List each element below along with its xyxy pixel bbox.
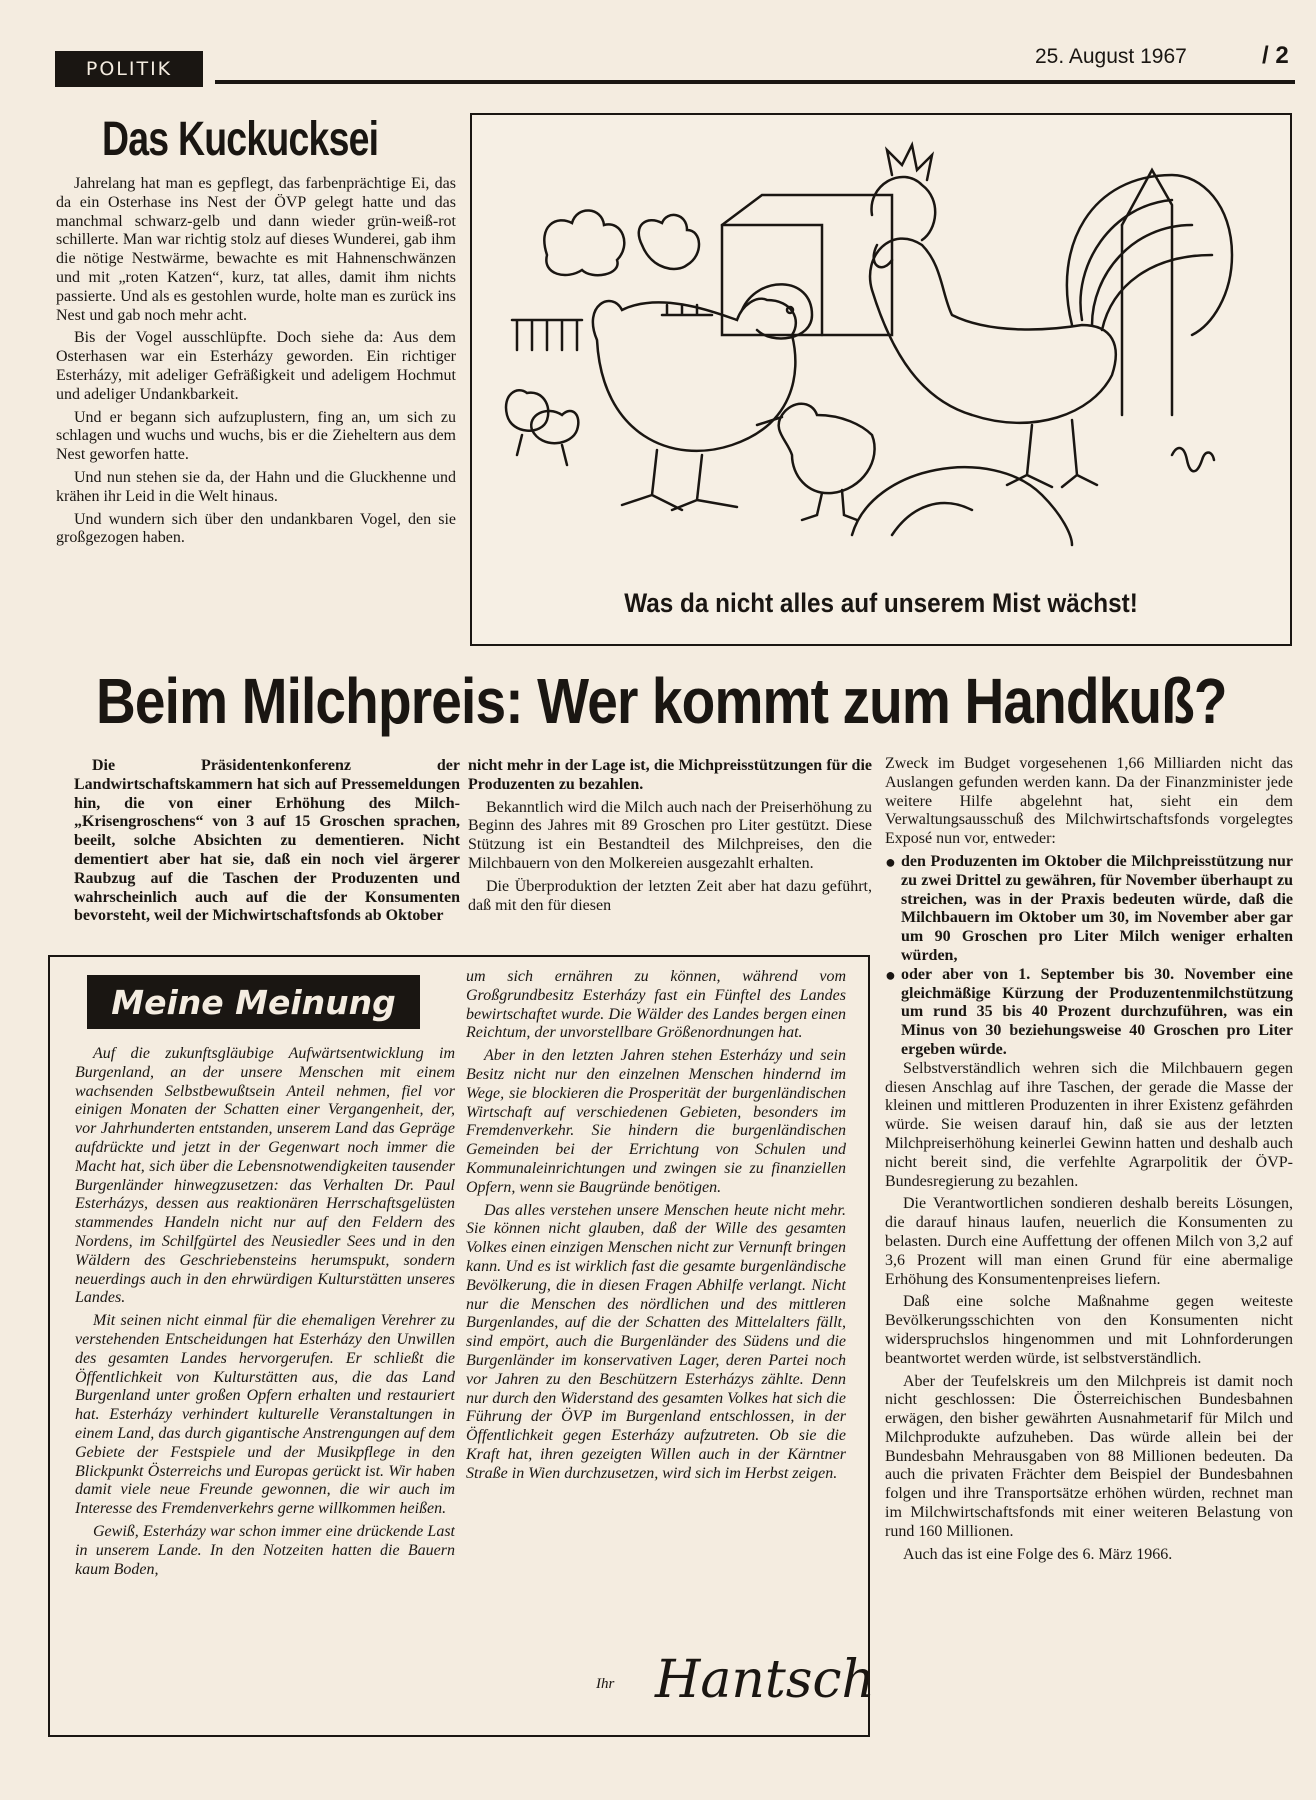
list-item xyxy=(885,853,1293,966)
opinion-title: Meine Meinung xyxy=(87,975,420,1029)
paragraph: Mit seinen nicht einmal für die ehemaligen Verehrer zu verstehenden Entscheidungen hat Esterházy den Unwillen des gesamten Landes hervorgerufen. Er schließt die Öffentlichkeit von Kulturstätten aus, die das Land Burgenland unter großen Opfern erhalten und restauriert hat. Esterházy verhindert kulturelle Veranstaltungen in einem Land, das durch gigantische Anstrengungen auf dem Gebiete der Festspiele und der Musikpflege in den Blickpunkt Österreichs und Europas gerückt ist. Wir haben damit viele neue Freunde gewonnen, die wir auch im Interesse des Fremdenverkehrs gerne willkommen heißen. xyxy=(75,1312,455,1518)
story-body-kuckucksei xyxy=(56,175,456,655)
paragraph: Zweck im Budget vorgesehenen 1,66 Milliarden nicht das Auslangen gefunden werden kann. Da der Finanzminister jede weitere Hilfe abgelehnt hat, sieht ein dem Verwaltungsausschuß des Milchwirtschaftsfonds vorgelegtes Exposé nun vor, entweder: xyxy=(885,755,1293,848)
milchpreis-column-3 xyxy=(885,755,1293,1795)
paragraph: Und wundern sich über den undankbaren Vogel, den sie großgezogen haben. xyxy=(56,510,456,547)
paragraph: Selbstverständlich wehren sich die Milchbauern gegen diesen Anschlag auf ihre Taschen, der gerade die Masse der kleinen und mittleren Produzenten in ihrer Existenz gefährden würde. Sie weisen darauf hin, daß sie aus der letzten Milchpreiserhöhung keinerlei Gewinn hatten und deshalb auch nicht bereit sind, die verfehlte Agrarpolitik der ÖVP-Bundesregierung zu bezahlen. xyxy=(885,1059,1293,1190)
section-tag: POLITIK xyxy=(55,51,203,87)
paragraph: Und nun stehen sie da, der Hahn und die Gluckhenne und krähen ihr Leid in die Welt hinaus. xyxy=(56,468,456,505)
list-item-text: oder aber von 1. September bis 30. November eine gleichmäßige Kürzung der Produzentenmilchstützung um rund 35 bis 40 Prozent durchzuführen, was ein Minus von 30 beziehungsweise 40 Groschen pro Liter ergeben würde. xyxy=(901,965,1293,1058)
list-item-text: den Produzenten im Oktober die Milchpreisstützung nur zu zwei Drittel zu gewähren, für November überhaupt zu streichen, was in der Praxis bedeuten würde, daß die Milchbauern im Oktober um 30, im November aber gar um 90 Groschen pro Liter Milch weniger erhalten würden, xyxy=(901,852,1293,964)
opinion-signature: Hantsch xyxy=(655,1650,876,1710)
issue-date: 25. August 1967 xyxy=(1035,45,1187,68)
story-title-kuckucksei: Das Kuckucksei xyxy=(102,113,379,166)
cartoon-frame xyxy=(470,113,1292,646)
milchpreis-column-2 xyxy=(468,757,872,947)
lead-paragraph: nicht mehr in der Lage ist, die Michpreisstützungen für die Produzenten zu bezahlen. xyxy=(468,757,872,793)
lead-paragraph: Die Präsidentenkonferenz der Landwirtschaftskammern hat sich auf Pressemeldungen hin, die von einer Erhöhung des Milch-„Krisengroschens“ von 3 auf 15 Groschen sprachen, beeilt, solche Absichten zu dementieren. Nicht dementiert aber hat sie, daß ein noch viel ärgerer Raubzug auf die Taschen der Produzenten und wahrscheinlich auch auf die der Konsumenten bevorsteht, weil der Michwirtschaftsfonds ab Oktober xyxy=(74,757,460,925)
page-number: / 2 xyxy=(1262,42,1289,69)
paragraph: Auf die zukunftsgläubige Aufwärtsentwicklung im Burgenland, an der unsere Menschen mit einem wachsenden Selbstbewußtsein Anteil nehmen, fiel vor einigen Monaten der Schatten einer Vergangenheit, der, vor Jahrhunderten entstanden, unserem Land das Gepräge aufdrückte und jetzt in der Gegenwart noch immer die Macht hat, sich über die Lebensnotwendigkeiten tausender Burgenländer hinwegzusetzen: das Verhalten Dr. Paul Esterházys, dessen aus reaktionären Herrschaftsgelüsten stammendes Handeln nicht nur auf den Feldern des Nordens, im Schilfgürtel des Neusiedler Sees und in den Wäldern des Geschriebensteins herumspukt, sondern neuerdings auch in den ehrwürdigen Kulturstätten unseres Landes. xyxy=(75,1045,455,1307)
story-headline-milchpreis: Beim Milchpreis: Wer kommt zum Handkuß? xyxy=(96,665,1227,737)
paragraph: Daß eine solche Maßnahme gegen weiteste Bevölkerungsschichten von den Konsumenten nicht widerspruchslos hingenommen und mit Lohnforderungen beantwortet werden würde, ist selbstverständlich. xyxy=(885,1293,1293,1367)
header-rule xyxy=(215,80,1295,84)
cartoon-caption: Was da nicht alles auf unserem Mist wächst! xyxy=(624,588,1138,618)
paragraph: Jahrelang hat man es gepflegt, das farbenprächtige Ei, das da ein Osterhase ins Nest der ÖVP gelegt hatte und das manchmal schwarz-gelb und dann wieder grün-weiß-rot schillerte. Man war richtig stolz auf dieses Wunderei, gab ihm die nötige Nestwärme, bewachte es mit Hahnenschwänzen und mit „roten Katzen“, kurz, tat alles, damit ihm nichts passierte. Und als es gestohlen wurde, holte man es zurück ins Nest und gab noch mehr acht. xyxy=(56,175,456,324)
paragraph: um sich ernähren zu können, während vom Großgrundbesitz Esterházy fast ein Fünftel des Landes bewirtschaftet wurde. Die Wälder des Landes bergen einen Reichtum, der unvorstellbare Größenordnungen hat. xyxy=(466,968,846,1042)
bullet-icon: ● xyxy=(885,964,896,985)
paragraph: Bis der Vogel ausschlüpfte. Doch siehe da: Aus dem Osterhasen war ein Esterházy geworden. Ein richtiger Esterházy, mit adeliger Gefräßigkeit und adeligem Hochmut und adeliger Undankbarkeit. xyxy=(56,329,456,403)
paragraph: Gewiß, Esterházy war schon immer eine drückende Last in unserem Lande. In den Notzeiten hatten die Bauern kaum Boden, xyxy=(75,1522,455,1578)
paragraph: Und er begann sich aufzuplustern, fing an, um sich zu schlagen und wuchs und wuchs, bis er die Zieheltern aus dem Nest geworfen hatte. xyxy=(56,408,456,464)
cartoon-illustration xyxy=(472,115,1290,585)
paragraph: Auch das ist eine Folge des 6. März 1966. xyxy=(903,1545,1173,1563)
paragraph: Die Verantwortlichen sondieren deshalb bereits Lösungen, die darauf hinaus laufen, neuerlich die Konsumenten zu belasten. Durch eine Auffettung der offenen Milch von 3,2 auf 3,6 Prozent will man einen Grund für eine abermalige Erhöhung des Konsumentenpreises liefern. xyxy=(885,1195,1293,1288)
paragraph: Bekanntlich wird die Milch auch nach der Preiserhöhung zu Beginn des Jahres mit 89 Groschen pro Liter gestützt. Diese Stützung ist ein Bestandteil des Milchpreises, den die Milchbauern von den Molkereien ausgezahlt erhalten. xyxy=(468,798,872,872)
paragraph: Das alles verstehen unsere Menschen heute nicht mehr. Sie können nicht glauben, daß der Wille des gesamten Volkes einen einzigen Menschen nicht zur Vernunft bringen kann. Und es ist wirklich fast die gesamte burgenländische Bevölkerung, die in diesen Fragen Abhilfe verlangt. Nicht nur die Menschen des nördlichen und des mittleren Burgenlandes, auf die der Schatten des Mittelalters fällt, sind empört, auch die Burgenländer des Südens und die Burgenländer im konservativen Lager, deren Partei noch vor Jahren zu den Beschützern Esterházys zählte. Denn nur durch den Widerstand des gesamten Volkes hat sich die Führung der ÖVP im Burgenland entschlossen, in der Öffentlichkeit gegen Esterházy aufzutreten. Ob sie die Kraft hat, ihren gezeigten Willen auch in der Kärntner Straße in Wien durchzusetzen, wird sich im Herbst zeigen. xyxy=(466,1201,846,1482)
milchpreis-column-1 xyxy=(74,757,460,942)
opinion-column-1 xyxy=(75,1045,455,1730)
paragraph: Aber der Teufelskreis um den Milchpreis ist damit noch nicht geschlossen: Die Österreichischen Bundesbahnen erwägen, den bisher gewährten Ausnahmetarif für Milch und Milchprodukte aufzuheben. Das würde allein bei der Bundesbahn Mehrausgaben von 88 Millionen bedeuten. Da auch die privaten Frächter dem Beispiel der Bundesbahnen folgen und ihre Transportsätze erhöhen würden, rechnet man im Milchwirtschaftsfonds mit einer weiteren Belastung von rund 160 Millionen. xyxy=(885,1372,1293,1540)
opinion-sign-off: Ihr xyxy=(596,1676,615,1692)
paragraph: Aber in den letzten Jahren stehen Esterházy und sein Besitz nicht nur den einzelnen Menschen hindernd im Wege, sie blockieren die Prosperität der burgenländischen Wirtschaft auf verschiedenen Gebieten, besonders im Fremdenverkehr. Sie hindern die burgenländischen Gemeinden bei der Errichtung von Schulen und Kommunaleinrichtungen und zwingen sie zu finanziellen Opfern, wenn sie Baugründe benötigen. xyxy=(466,1047,846,1196)
bullet-icon: ● xyxy=(885,851,896,872)
opinion-column-2 xyxy=(466,968,846,1693)
list-item xyxy=(885,966,1293,1060)
paragraph: Die Überproduktion der letzten Zeit aber hat dazu geführt, daß mit den für diesen xyxy=(468,877,872,914)
